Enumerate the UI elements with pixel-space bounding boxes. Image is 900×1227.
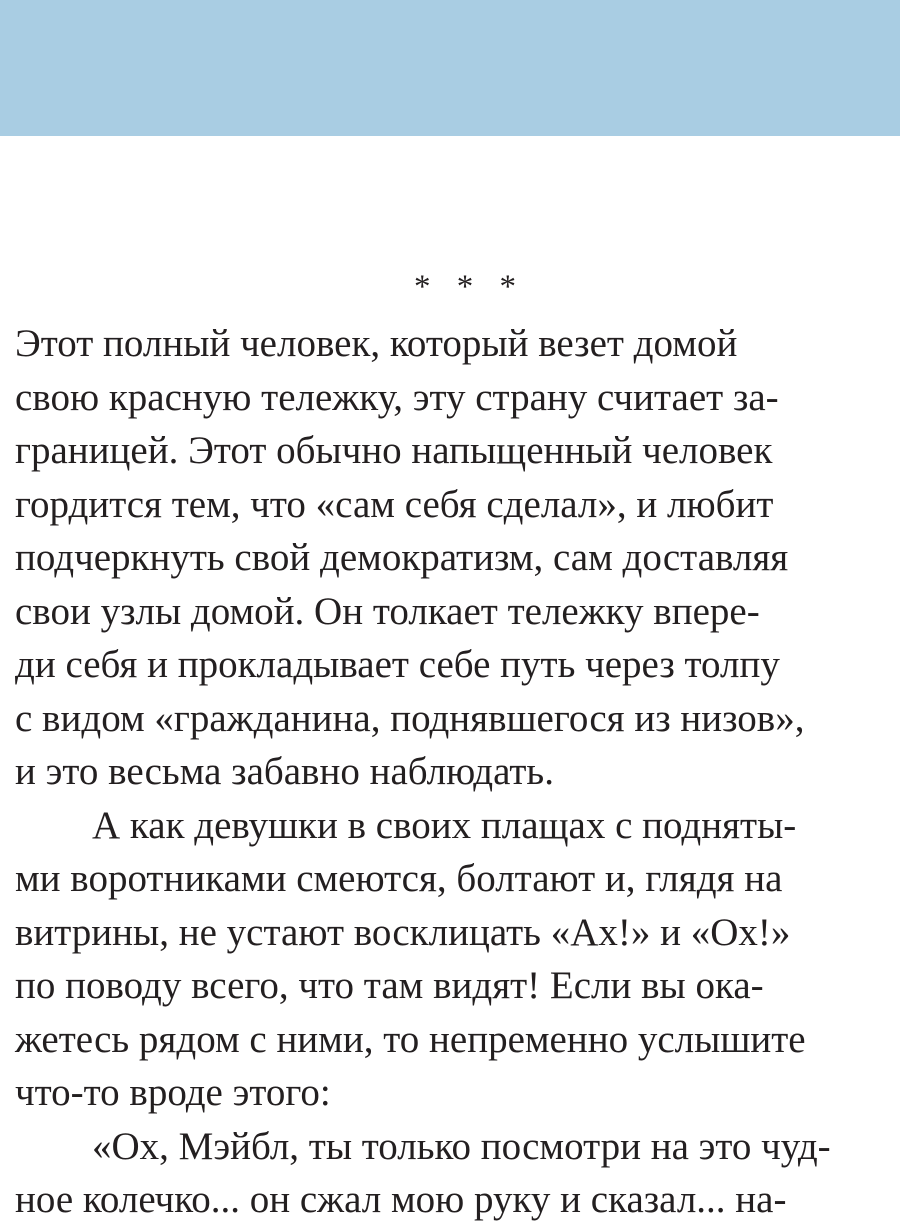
text-line: подчеркнуть свой демократизм, сам доставляя (15, 536, 789, 579)
text-line: ди себя и прокладывает себе путь через толпу (15, 643, 780, 686)
text-line: по поводу всего, что там видят! Если вы ока- (15, 964, 764, 1007)
text-line: Этот полный человек, который везет домой (15, 322, 738, 365)
text-line: витрины, не устают восклицать «Ах!» и «Ох!» (15, 910, 791, 954)
text-line: гордится тем, что «сам себя сделал», и любит (15, 482, 774, 526)
text-line: и это весьма забавно наблюдать. (15, 750, 554, 793)
section-separator: * * * (414, 269, 525, 305)
text-line: что-то вроде этого: (15, 1071, 331, 1114)
text-line: с видом «гражданина, поднявшегося из низов», (15, 696, 805, 740)
paragraph-start-line: А как девушки в своих плащах с подняты- (92, 803, 797, 847)
page-body (0, 257, 900, 1227)
text-line: свои узлы домой. Он толкает тележку впере- (15, 589, 760, 633)
text-line: границей. Этот обычно напыщенный человек (15, 429, 773, 472)
text-line: ми воротниками смеются, болтают и, глядя на (15, 857, 783, 900)
header-band (0, 0, 900, 136)
text-line: свою красную тележку, эту страну считает за- (15, 375, 779, 419)
paragraph-start-line: «Ох, Мэйбл, ты только посмотри на это чуд- (92, 1124, 831, 1168)
text-line: жетесь рядом с ними, то непременно услышите (15, 1017, 806, 1061)
text-line: ное колечко... он сжал мою руку и сказал... на- (15, 1178, 787, 1221)
